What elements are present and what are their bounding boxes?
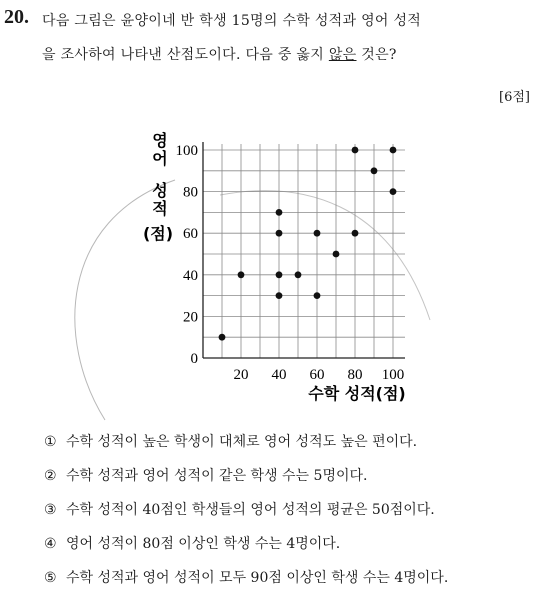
option-2[interactable]	[44, 464, 448, 498]
question-line-2-end: 것은?	[356, 47, 397, 63]
data-point	[333, 251, 340, 258]
y-tick-label: 60	[183, 226, 198, 243]
option-number: ⑤	[44, 570, 57, 586]
data-point	[276, 271, 283, 278]
option-number: ①	[44, 434, 57, 450]
y-tick-label: 40	[183, 267, 198, 284]
y-label-char: 적	[152, 199, 168, 218]
y-label-char: 영	[152, 131, 168, 150]
x-tick-label: 100	[381, 367, 405, 383]
y-axis-label	[143, 131, 173, 243]
y-tick-label: 80	[183, 184, 198, 201]
data-point	[390, 188, 397, 195]
y-label-char: 어	[152, 149, 168, 168]
option-3[interactable]	[44, 498, 448, 532]
data-point	[352, 230, 359, 237]
y-label-unit: (점)	[142, 224, 174, 243]
data-point	[276, 292, 283, 299]
answer-options	[44, 430, 448, 600]
x-tick-label: 60	[309, 367, 325, 383]
x-tick-label: 40	[271, 367, 287, 383]
option-text: 수학 성적과 영어 성적이 같은 학생 수는 5명이다.	[66, 468, 368, 484]
option-number: ④	[44, 536, 57, 552]
question-line-1: 다음 그림은 윤양이네 반 학생 15명의 수학 성적과 영어 성적	[42, 13, 422, 29]
data-point	[371, 167, 378, 174]
option-text: 수학 성적이 높은 학생이 대체로 영어 성적도 높은 편이다.	[66, 434, 418, 450]
option-text: 수학 성적이 40점인 학생들의 영어 성적의 평균은 50점이다.	[66, 502, 435, 518]
data-point	[276, 209, 283, 216]
x-tick-label: 20	[233, 367, 249, 383]
question-line-2-start: 을 조사하여 나타낸 산점도이다. 다음 중 옳지	[42, 47, 329, 63]
y-tick-label: 0	[190, 351, 198, 367]
data-point	[390, 147, 397, 154]
compass-arc	[220, 191, 430, 320]
chart-grid	[203, 144, 405, 358]
question-number: 20.	[4, 6, 29, 28]
x-tick-label: 80	[347, 367, 363, 383]
data-point	[295, 271, 302, 278]
y-tick-label: 100	[175, 143, 198, 159]
data-point	[276, 230, 283, 237]
option-text: 수학 성적과 영어 성적이 모두 90점 이상인 학생 수는 4명이다.	[66, 570, 449, 586]
score-label: [6점]	[499, 90, 530, 105]
option-text: 영어 성적이 80점 이상인 학생 수는 4명이다.	[66, 536, 341, 552]
data-point	[352, 147, 359, 154]
data-points	[219, 147, 397, 341]
option-number: ②	[44, 468, 57, 484]
data-point	[314, 292, 321, 299]
x-axis-label: 수학 성적(점)	[308, 384, 406, 403]
y-label-char: 성	[152, 181, 168, 200]
y-tick-label: 20	[183, 309, 198, 326]
option-5[interactable]	[44, 566, 448, 600]
data-point	[219, 334, 226, 341]
data-point	[314, 230, 321, 237]
option-number: ③	[44, 502, 57, 518]
option-4[interactable]	[44, 532, 448, 566]
chart-axes	[203, 142, 405, 358]
data-point	[238, 271, 245, 278]
underlined-word: 않은	[328, 47, 357, 63]
option-1[interactable]	[44, 430, 448, 464]
tick-labels	[176, 143, 405, 383]
